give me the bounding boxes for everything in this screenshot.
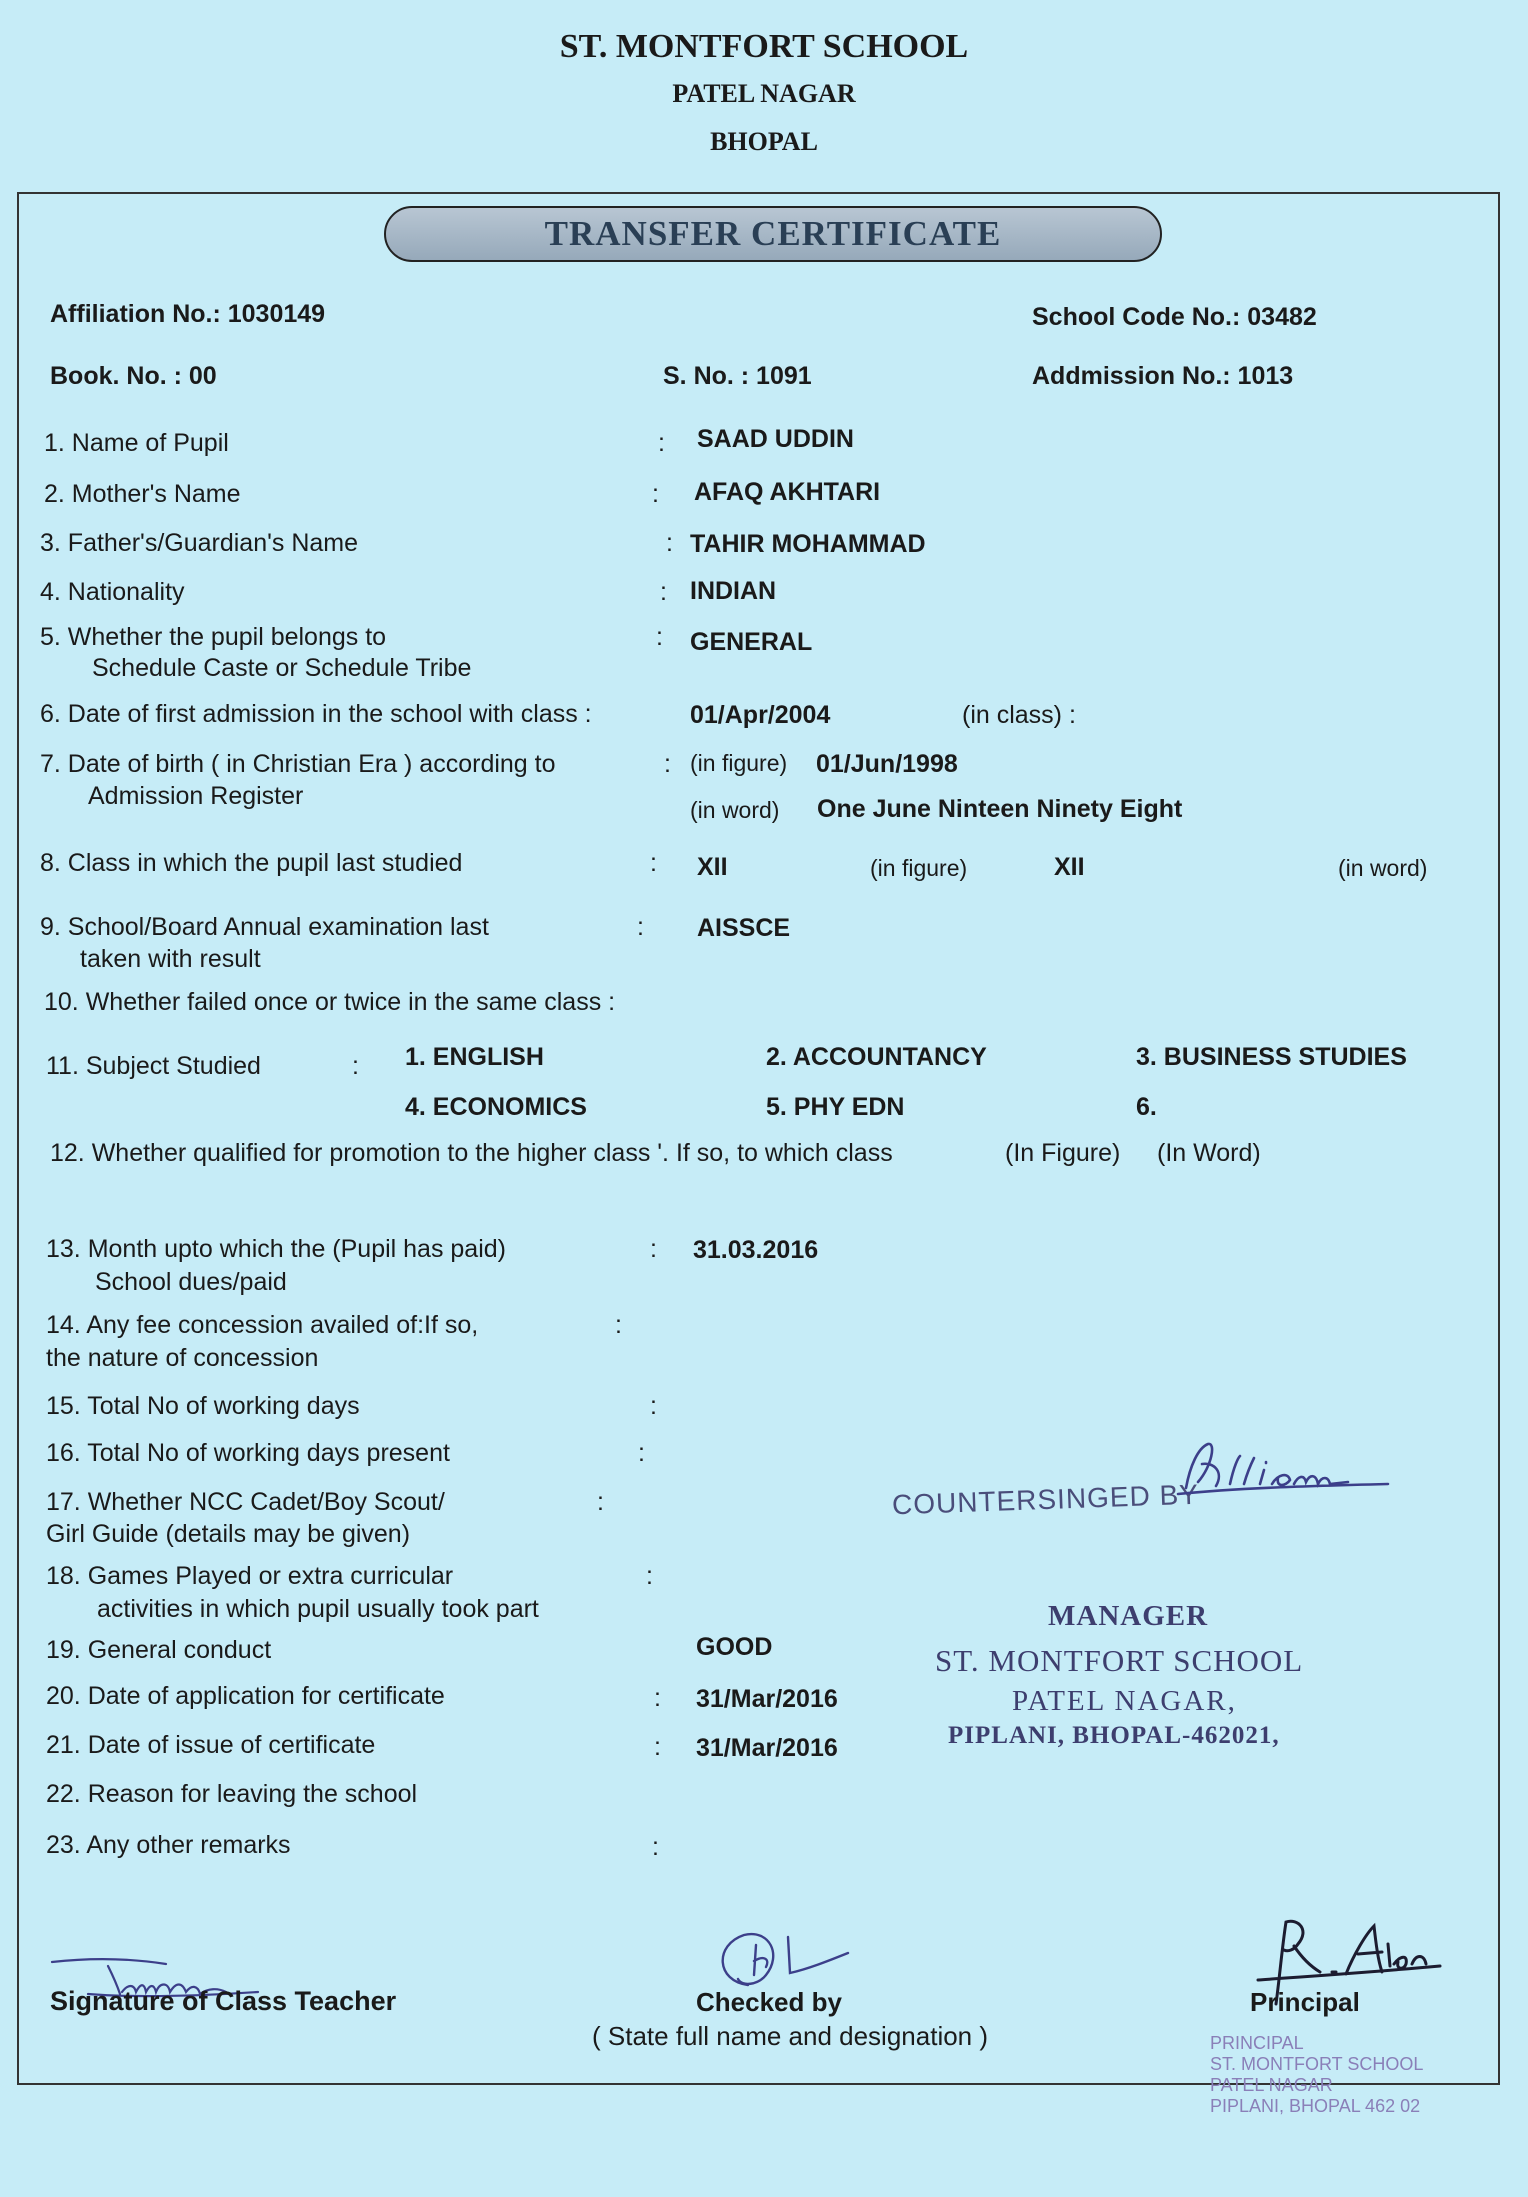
item-18-label: 18. Games Played or extra curricular bbox=[46, 1562, 454, 1590]
item-11-colon: : bbox=[352, 1052, 359, 1080]
dob-in-word-label: (in word) bbox=[690, 797, 780, 823]
last-class-word-value: XII bbox=[1054, 853, 1085, 881]
in-class-label: (in class) : bbox=[962, 701, 1076, 729]
item-18-colon: : bbox=[646, 1562, 653, 1590]
school-code: School Code No.: 03482 bbox=[1032, 303, 1317, 331]
issue-date-value: 31/Mar/2016 bbox=[696, 1734, 838, 1762]
subject-4: 4. ECONOMICS bbox=[405, 1093, 587, 1121]
manager-stamp-title: MANAGER bbox=[1048, 1600, 1209, 1632]
category-value: GENERAL bbox=[690, 628, 813, 656]
application-date-value: 31/Mar/2016 bbox=[696, 1685, 838, 1713]
item-14-label-cont: the nature of concession bbox=[46, 1344, 319, 1372]
exam-value: AISSCE bbox=[697, 914, 791, 942]
item-14-label: 14. Any fee concession availed of:If so, bbox=[46, 1311, 479, 1339]
dues-paid-value: 31.03.2016 bbox=[693, 1236, 819, 1264]
item-23-colon: : bbox=[652, 1833, 659, 1861]
item-6-label: 6. Date of first admission in the school with class : bbox=[40, 700, 592, 728]
countersigned-stamp: COUNTERSINGED BY bbox=[891, 1478, 1200, 1521]
item-13-label-cont: School dues/paid bbox=[95, 1268, 287, 1296]
affiliation-number: Affiliation No.: 1030149 bbox=[50, 300, 326, 328]
checked-by-label: Checked by bbox=[696, 1987, 842, 2017]
item-20-colon: : bbox=[654, 1684, 661, 1712]
first-admission-date-value: 01/Apr/2004 bbox=[690, 701, 831, 729]
school-city: BHOPAL bbox=[710, 127, 818, 156]
admission-number: Addmission No.: 1013 bbox=[1032, 362, 1294, 390]
item-7-label: 7. Date of birth ( in Christian Era ) according to bbox=[40, 750, 556, 778]
item-17-colon: : bbox=[597, 1488, 604, 1516]
principal-stamp-city: PIPLANI, BHOPAL 462 02 bbox=[1210, 2096, 1421, 2116]
school-address-line: PATEL NAGAR bbox=[672, 79, 856, 108]
item-3-colon: : bbox=[666, 529, 673, 557]
last-class-in-figure-label: (in figure) bbox=[870, 855, 968, 881]
item-5-colon: : bbox=[656, 623, 663, 651]
last-class-in-word-label: (in word) bbox=[1338, 855, 1428, 881]
certificate-title: TRANSFER CERTIFICATE bbox=[384, 206, 1162, 262]
item-1-label: 1. Name of Pupil bbox=[44, 429, 229, 457]
principal-stamp-school: ST. MONTFORT SCHOOL bbox=[1210, 2054, 1424, 2074]
last-class-figure-value: XII bbox=[697, 853, 728, 881]
item-4-label: 4. Nationality bbox=[40, 578, 185, 606]
item-4-colon: : bbox=[660, 578, 667, 606]
item-22-label: 22. Reason for leaving the school bbox=[46, 1780, 418, 1808]
subject-1: 1. ENGLISH bbox=[405, 1043, 544, 1071]
item-14-colon: : bbox=[615, 1311, 622, 1339]
serial-number: S. No. : 1091 bbox=[663, 362, 812, 390]
item-9-colon: : bbox=[637, 913, 644, 941]
dob-figure-value: 01/Jun/1998 bbox=[816, 750, 958, 778]
pupil-name-value: SAAD UDDIN bbox=[697, 425, 854, 453]
item-13-label: 13. Month upto which the (Pupil has paid) bbox=[46, 1235, 506, 1263]
item-13-colon: : bbox=[650, 1235, 657, 1263]
promotion-in-word-label: (In Word) bbox=[1157, 1139, 1261, 1167]
principal-label: Principal bbox=[1250, 1987, 1360, 2017]
item-2-label: 2. Mother's Name bbox=[44, 480, 241, 508]
item-8-colon: : bbox=[650, 849, 657, 877]
item-12-label: 12. Whether qualified for promotion to the higher class '. If so, to which class bbox=[50, 1139, 893, 1167]
item-10-label: 10. Whether failed once or twice in the same class : bbox=[44, 988, 616, 1016]
item-15-label: 15. Total No of working days bbox=[46, 1392, 360, 1420]
item-19-label: 19. General conduct bbox=[46, 1636, 272, 1664]
item-8-label: 8. Class in which the pupil last studied bbox=[40, 849, 463, 877]
item-7-colon: : bbox=[664, 750, 671, 778]
dob-in-figure-label: (in figure) bbox=[690, 750, 788, 776]
mother-name-value: AFAQ AKHTARI bbox=[694, 478, 881, 506]
item-18-label-cont: activities in which pupil usually took part bbox=[97, 1595, 539, 1623]
item-3-label: 3. Father's/Guardian's Name bbox=[40, 529, 359, 557]
nationality-value: INDIAN bbox=[690, 577, 777, 605]
subject-5: 5. PHY EDN bbox=[766, 1093, 905, 1121]
item-23-label: 23. Any other remarks bbox=[46, 1831, 291, 1859]
item-17-label: 17. Whether NCC Cadet/Boy Scout/ bbox=[46, 1488, 445, 1516]
manager-signature bbox=[1168, 1436, 1408, 1506]
class-teacher-signature-label: Signature of Class Teacher bbox=[50, 1986, 397, 2016]
manager-stamp-city: PIPLANI, BHOPAL-462021, bbox=[948, 1722, 1280, 1749]
item-21-colon: : bbox=[654, 1733, 661, 1761]
item-7-label-cont: Admission Register bbox=[88, 782, 304, 810]
item-17-label-cont: Girl Guide (details may be given) bbox=[46, 1520, 411, 1548]
conduct-value: GOOD bbox=[696, 1633, 773, 1661]
item-5-label-cont: Schedule Caste or Schedule Tribe bbox=[92, 654, 472, 682]
subject-6: 6. bbox=[1136, 1093, 1157, 1121]
school-name: ST. MONTFORT SCHOOL bbox=[559, 28, 969, 65]
checked-by-note: ( State full name and designation ) bbox=[592, 2021, 989, 2051]
item-9-label-cont: taken with result bbox=[80, 945, 261, 973]
manager-stamp-school: ST. MONTFORT SCHOOL bbox=[935, 1643, 1304, 1678]
item-5-label: 5. Whether the pupil belongs to bbox=[40, 623, 387, 651]
item-21-label: 21. Date of issue of certificate bbox=[46, 1731, 376, 1759]
subject-2: 2. ACCOUNTANCY bbox=[766, 1043, 987, 1071]
item-2-colon: : bbox=[652, 480, 659, 508]
principal-stamp-address: PATEL NAGAR bbox=[1210, 2075, 1333, 2095]
principal-stamp-title: PRINCIPAL bbox=[1210, 2033, 1304, 2053]
dob-word-value: One June Ninteen Ninety Eight bbox=[817, 795, 1183, 823]
manager-stamp-address: PATEL NAGAR, bbox=[1012, 1685, 1237, 1717]
item-15-colon: : bbox=[650, 1392, 657, 1420]
item-11-label: 11. Subject Studied bbox=[46, 1052, 261, 1080]
promotion-in-figure-label: (In Figure) bbox=[1005, 1139, 1121, 1167]
father-name-value: TAHIR MOHAMMAD bbox=[690, 530, 926, 558]
item-20-label: 20. Date of application for certificate bbox=[46, 1682, 445, 1710]
item-1-colon: : bbox=[658, 429, 665, 457]
item-9-label: 9. School/Board Annual examination last bbox=[40, 913, 489, 941]
item-16-colon: : bbox=[638, 1439, 645, 1467]
subject-3: 3. BUSINESS STUDIES bbox=[1136, 1043, 1407, 1071]
book-number: Book. No. : 00 bbox=[50, 362, 217, 390]
item-16-label: 16. Total No of working days present bbox=[46, 1439, 450, 1467]
